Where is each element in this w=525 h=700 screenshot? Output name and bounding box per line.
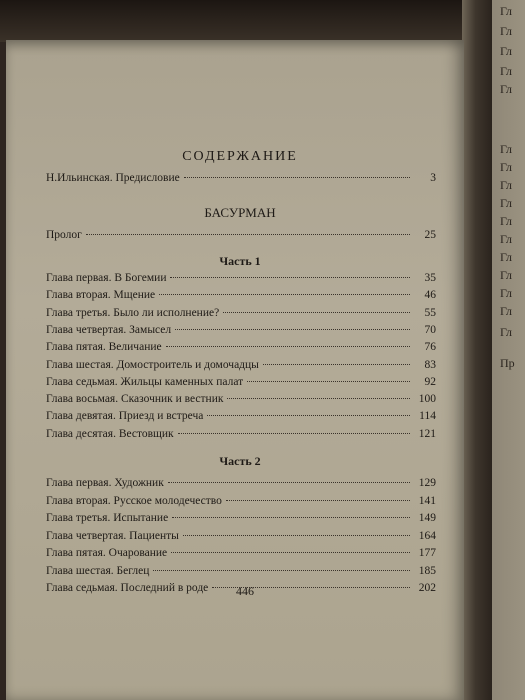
leader-dots xyxy=(183,535,410,536)
adjacent-page-fragment: Пр xyxy=(500,356,515,370)
toc-entry-page: 185 xyxy=(418,564,436,577)
toc-entry-text: Н.Ильинская. Предисловие xyxy=(46,172,180,184)
toc-entry-text: Глава девятая. Приезд и встреча xyxy=(46,410,204,423)
book-title: БАСУРМАН xyxy=(204,205,276,220)
part1-heading: Часть 1 xyxy=(219,254,261,268)
toc-row xyxy=(46,545,436,561)
toc-entry-page: 121 xyxy=(418,427,436,440)
adjacent-page-fragment: Гл xyxy=(500,268,513,282)
toc-row xyxy=(46,357,436,373)
toc-row xyxy=(46,374,436,390)
toc-row xyxy=(46,563,436,579)
leader-dots xyxy=(171,552,410,553)
toc-entry-text: Глава вторая. Мщение xyxy=(46,289,156,302)
contents-title: СОДЕРЖАНИЕ xyxy=(182,149,298,164)
toc-entry-text: Глава седьмая. Последний в роде xyxy=(46,582,209,594)
toc-row xyxy=(46,528,436,544)
adjacent-page-fragment: Гл xyxy=(500,196,513,210)
toc-entry-page: 35 xyxy=(424,272,436,284)
page-number: 446 xyxy=(236,584,254,598)
toc-row xyxy=(46,510,436,526)
leader-dots xyxy=(184,177,410,178)
toc-entry-page: 83 xyxy=(424,358,436,371)
adjacent-page-fragment: Гл xyxy=(500,44,513,58)
toc-entry-page: 114 xyxy=(419,410,436,423)
adjacent-page-fragment: Гл xyxy=(500,214,513,228)
adjacent-page-fragment: Гл xyxy=(500,4,513,18)
toc-row-intro xyxy=(46,170,436,186)
toc-entry-page: 129 xyxy=(418,477,436,489)
toc-entry-page: 202 xyxy=(418,582,436,594)
toc-row xyxy=(46,426,436,442)
leader-dots xyxy=(247,381,410,382)
toc-entry-text: Глава пятая. Величание xyxy=(46,341,162,354)
leader-dots xyxy=(153,570,410,571)
adjacent-page-fragment: Гл xyxy=(500,286,513,300)
toc-entry-text: Глава третья. Испытание xyxy=(46,512,169,524)
toc-row xyxy=(46,305,436,321)
leader-dots xyxy=(207,415,410,416)
leader-dots xyxy=(263,364,410,365)
toc-entry-page: 100 xyxy=(418,393,436,406)
adjacent-page-fragment: Гл xyxy=(500,250,513,264)
toc-entry-page: 76 xyxy=(424,341,436,354)
leader-dots xyxy=(227,398,410,399)
toc-entry-text: Глава первая. В Богемии xyxy=(46,272,167,284)
leader-dots xyxy=(226,500,410,501)
toc-entry-text: Глава седьмая. Жильцы каменных палат xyxy=(46,375,244,388)
adjacent-page-fragment: Гл xyxy=(500,64,513,78)
toc-row-prologue xyxy=(46,227,436,243)
toc-row xyxy=(46,339,436,355)
toc-entry-text: Глава вторая. Русское молодечество xyxy=(46,494,222,507)
adjacent-page-fragment: Гл xyxy=(500,178,513,192)
toc-entry-text: Глава десятая. Вестовщик xyxy=(46,427,174,440)
background-dark xyxy=(0,0,525,42)
leader-dots xyxy=(172,517,410,518)
toc-row xyxy=(46,408,436,424)
toc-entry-page: 141 xyxy=(418,494,436,507)
toc-entry-text: Глава шестая. Беглец xyxy=(46,564,150,577)
toc-entry-page: 25 xyxy=(424,229,436,241)
adjacent-page-fragment: Гл xyxy=(500,142,513,156)
toc-entry-page: 177 xyxy=(418,547,436,559)
leader-dots xyxy=(159,294,410,295)
leader-dots xyxy=(178,433,410,434)
toc-row xyxy=(46,287,436,303)
leader-dots xyxy=(175,329,410,330)
toc-entry-page: 46 xyxy=(424,289,436,302)
toc-entry-text: Пролог xyxy=(46,229,82,241)
toc-entry-page: 55 xyxy=(424,306,436,319)
adjacent-page-fragment: Гл xyxy=(500,24,513,38)
toc-entry-text: Глава четвертая. Замысел xyxy=(46,323,172,336)
leader-dots xyxy=(168,482,410,483)
toc-row xyxy=(46,391,436,407)
toc-entry-page: 164 xyxy=(418,529,436,542)
toc-entry-text: Глава пятая. Очарование xyxy=(46,547,168,559)
toc-entry-page: 70 xyxy=(424,323,436,336)
adjacent-page-fragment: Гл xyxy=(500,304,513,318)
adjacent-page-fragment: Гл xyxy=(500,325,513,339)
toc-entry-text: Глава восьмая. Сказочник и вестник xyxy=(46,393,224,406)
toc-row xyxy=(46,322,436,338)
part2-heading: Часть 2 xyxy=(219,454,261,468)
adjacent-page-fragment: Гл xyxy=(500,232,513,246)
toc-row xyxy=(46,493,436,509)
toc-row xyxy=(46,270,436,286)
toc-entry-text: Глава шестая. Домостроитель и домочадцы xyxy=(46,358,259,371)
toc-entry-page: 3 xyxy=(430,172,436,184)
toc-entry-page: 149 xyxy=(418,512,436,524)
adjacent-page-fragment: Гл xyxy=(500,82,513,96)
leader-dots xyxy=(223,312,410,313)
toc-row xyxy=(46,475,436,491)
leader-dots xyxy=(86,234,410,235)
adjacent-page xyxy=(488,0,525,700)
adjacent-page-fragment: Гл xyxy=(500,160,513,174)
leader-dots xyxy=(166,346,410,347)
toc-entry-text: Глава первая. Художник xyxy=(46,477,164,489)
toc-entry-text: Глава четвертая. Пациенты xyxy=(46,529,179,542)
toc-entry-text: Глава третья. Было ли исполнение? xyxy=(46,306,220,319)
toc-entry-page: 92 xyxy=(424,375,436,388)
leader-dots xyxy=(170,277,410,278)
